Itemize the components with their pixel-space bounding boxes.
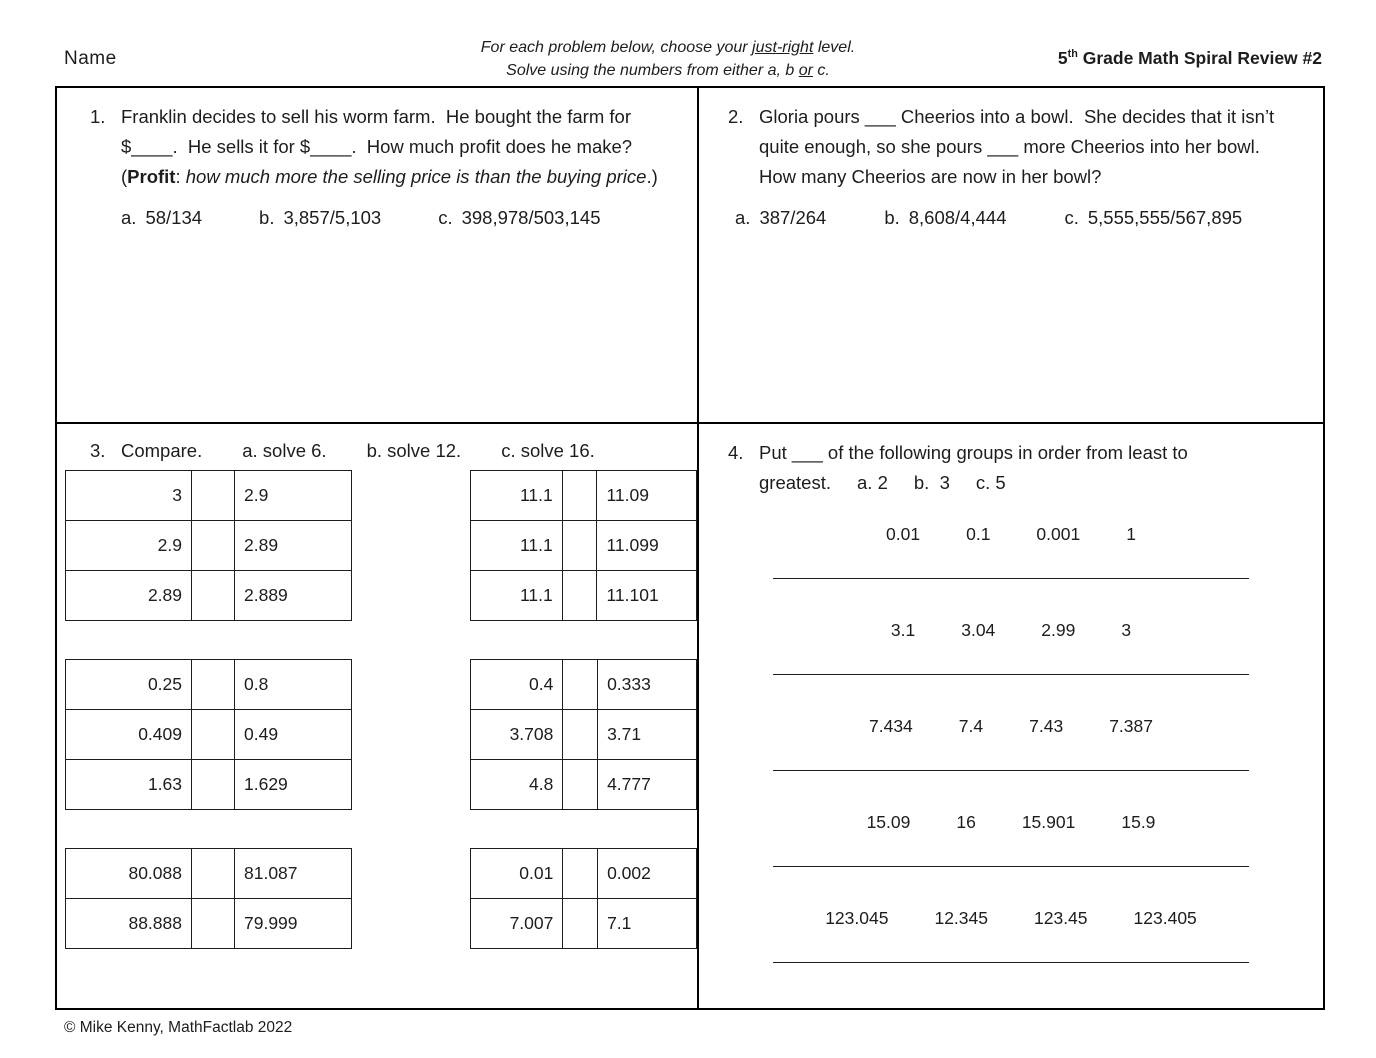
ordering-number: 15.9 (1121, 812, 1156, 832)
compare-value-right: 0.49 (235, 710, 352, 760)
problem-2-number: 2. (728, 106, 744, 127)
compare-value-left: 80.088 (66, 849, 192, 899)
problem-1-option-a: a. 58/134 (121, 207, 203, 228)
compare-row (66, 899, 352, 949)
problem-3-level-b: b. solve 12. (366, 440, 462, 461)
problem-2-text: Gloria pours ___ Cheerios into a bowl. She decides that it isn’t quite enough, so she pours ___ more Cheerios into her bowl. How many Cheerios are now in her bowl? (759, 106, 1280, 187)
compare-tables-right (470, 470, 697, 987)
compare-value-left: 0.409 (66, 710, 192, 760)
compare-value-left: 3.708 (471, 710, 563, 760)
compare-value-left: 0.4 (471, 660, 563, 710)
compare-row (66, 710, 352, 760)
compare-table-3 (65, 848, 352, 949)
comparison-symbol-cell[interactable] (192, 849, 235, 899)
compare-row (471, 521, 697, 571)
problem-3-title: Compare. (121, 440, 203, 461)
problem-1-options (121, 207, 697, 229)
problem-4-text: Put ___ of the following groups in order from least to greatest. a. 2 b. 3 c. 5 (759, 442, 1193, 493)
compare-row (471, 471, 697, 521)
ordering-number: 123.45 (1034, 908, 1088, 928)
ordering-number: 3 (1121, 620, 1132, 640)
ordering-group (699, 620, 1323, 675)
compare-value-right: 7.1 (598, 899, 697, 949)
compare-value-left: 0.01 (471, 849, 563, 899)
compare-value-right: 81.087 (235, 849, 352, 899)
compare-row (471, 571, 697, 621)
ordering-group (699, 908, 1323, 963)
problem-4-section (699, 424, 1323, 1008)
problem-2 (699, 88, 1323, 192)
ordering-group (699, 812, 1323, 867)
compare-row (66, 849, 352, 899)
compare-table-2 (65, 659, 352, 810)
comparison-symbol-cell[interactable] (192, 660, 235, 710)
worksheet-title: 5th Grade Math Spiral Review #2 (1057, 48, 1322, 68)
problems-grid (55, 86, 1325, 1010)
problem-4-level-a: a. 2 (857, 472, 888, 493)
compare-value-right: 4.777 (598, 760, 697, 810)
problem-4-level-b: b. 3 (913, 472, 950, 493)
problem-2-option-b: b. 8,608/4,444 (884, 207, 1007, 228)
comparison-symbol-cell[interactable] (563, 849, 598, 899)
ordering-number: 3.1 (890, 620, 916, 640)
problem-2-option-c: c. 5,555,555/567,895 (1064, 207, 1243, 228)
comparison-symbol-cell[interactable] (192, 710, 235, 760)
compare-row (471, 760, 697, 810)
answer-line[interactable] (773, 578, 1249, 579)
answer-line[interactable] (773, 962, 1249, 963)
ordering-group (699, 716, 1323, 771)
compare-value-left: 2.89 (66, 571, 192, 621)
compare-row (66, 471, 352, 521)
compare-value-left: 11.1 (471, 521, 563, 571)
compare-table-6 (470, 848, 697, 949)
ordering-group-numbers (699, 716, 1323, 737)
comparison-symbol-cell[interactable] (192, 471, 235, 521)
comparison-symbol-cell[interactable] (563, 760, 598, 810)
compare-table-4 (470, 470, 697, 621)
ordering-number: 123.045 (825, 908, 889, 928)
ordering-group-numbers (699, 812, 1323, 833)
compare-value-left: 11.1 (471, 471, 563, 521)
problem-1-option-b: b. 3,857/5,103 (259, 207, 382, 228)
problem-4-number: 4. (728, 442, 744, 463)
answer-line[interactable] (773, 866, 1249, 867)
compare-row (66, 660, 352, 710)
ordering-number: 3.04 (961, 620, 996, 640)
compare-row (66, 571, 352, 621)
compare-value-right: 2.9 (235, 471, 352, 521)
compare-value-left: 11.1 (471, 571, 563, 621)
answer-line[interactable] (773, 770, 1249, 771)
compare-value-left: 4.8 (471, 760, 563, 810)
compare-row (471, 660, 697, 710)
comparison-symbol-cell[interactable] (192, 899, 235, 949)
ordering-number: 15.09 (866, 812, 911, 832)
compare-value-right: 11.101 (597, 571, 697, 621)
ordering-group-numbers (699, 908, 1323, 929)
problem-1 (57, 88, 697, 192)
ordering-number: 15.901 (1021, 812, 1076, 832)
answer-line[interactable] (773, 674, 1249, 675)
ordering-number: 7.43 (1029, 716, 1064, 736)
compare-value-left: 2.9 (66, 521, 192, 571)
compare-table-1 (65, 470, 352, 621)
ordering-number: 16 (956, 812, 976, 832)
ordering-groups (699, 524, 1323, 963)
compare-row (471, 849, 697, 899)
ordering-group-numbers (699, 524, 1323, 545)
compare-value-right: 11.09 (597, 471, 697, 521)
comparison-symbol-cell[interactable] (192, 760, 235, 810)
problem-2-section (699, 88, 1323, 424)
comparison-symbol-cell[interactable] (562, 521, 597, 571)
compare-value-right: 0.333 (598, 660, 697, 710)
ordering-number: 0.01 (886, 524, 921, 544)
problem-1-number: 1. (90, 106, 106, 127)
problem-3-level-c: c. solve 16. (501, 440, 595, 461)
compare-value-left: 3 (66, 471, 192, 521)
ordering-number: 7.4 (958, 716, 984, 736)
ordering-number: 2.99 (1041, 620, 1076, 640)
compare-tables-left (65, 470, 352, 987)
instructions-line-1: For each problem below, choose your just-right level. (480, 39, 856, 56)
comparison-symbol-cell[interactable] (562, 571, 597, 621)
problem-3-section (57, 424, 699, 1008)
ordering-number: 0.1 (966, 524, 991, 544)
problem-3-number: 3. (90, 440, 106, 461)
copyright: © Mike Kenny, MathFactlab 2022 (64, 1019, 293, 1036)
problem-1-text: Franklin decides to sell his worm farm. He bought the farm for $____. He sells it for $____. How much profit does he make? (Profit: how much more the selling price is than the buying price.) (121, 106, 658, 187)
ordering-group-numbers (699, 620, 1323, 641)
ordering-number: 12.345 (934, 908, 988, 928)
compare-value-right: 1.629 (235, 760, 352, 810)
compare-value-left: 88.888 (66, 899, 192, 949)
problem-4-level-c: c. 5 (975, 472, 1006, 493)
comparison-symbol-cell[interactable] (192, 571, 235, 621)
compare-value-right: 3.71 (598, 710, 697, 760)
ordering-number: 123.405 (1133, 908, 1197, 928)
comparison-symbol-cell[interactable] (563, 899, 598, 949)
comparison-symbol-cell[interactable] (563, 710, 598, 760)
compare-value-right: 0.002 (598, 849, 697, 899)
compare-row (471, 899, 697, 949)
compare-value-left: 7.007 (471, 899, 563, 949)
ordering-number: 0.001 (1036, 524, 1081, 544)
compare-table-5 (470, 659, 697, 810)
ordering-number: 7.387 (1109, 716, 1153, 736)
problem-4 (699, 424, 1323, 498)
ordering-group (699, 524, 1323, 579)
compare-value-right: 2.89 (235, 521, 352, 571)
problem-2-options (735, 207, 1323, 229)
compare-value-left: 1.63 (66, 760, 192, 810)
ordering-number: 1 (1126, 524, 1136, 544)
comparison-symbol-cell[interactable] (562, 471, 597, 521)
compare-value-right: 0.8 (235, 660, 352, 710)
problem-2-option-a: a. 387/264 (735, 207, 827, 228)
name-label: Name (64, 48, 117, 69)
instructions-line-2: Solve using the numbers from either a, b or c. (506, 62, 830, 79)
problem-3-level-a: a. solve 6. (242, 440, 327, 461)
compare-row (66, 760, 352, 810)
ordering-number: 7.434 (869, 716, 913, 736)
compare-row (471, 710, 697, 760)
compare-row (66, 521, 352, 571)
compare-value-right: 11.099 (597, 521, 697, 571)
compare-value-right: 2.889 (235, 571, 352, 621)
problem-3-heading (57, 424, 697, 462)
comparison-symbol-cell[interactable] (192, 521, 235, 571)
comparison-symbol-cell[interactable] (563, 660, 598, 710)
problem-1-section (57, 88, 699, 424)
problem-1-option-c: c. 398,978/503,145 (438, 207, 601, 228)
compare-value-right: 79.999 (235, 899, 352, 949)
compare-value-left: 0.25 (66, 660, 192, 710)
